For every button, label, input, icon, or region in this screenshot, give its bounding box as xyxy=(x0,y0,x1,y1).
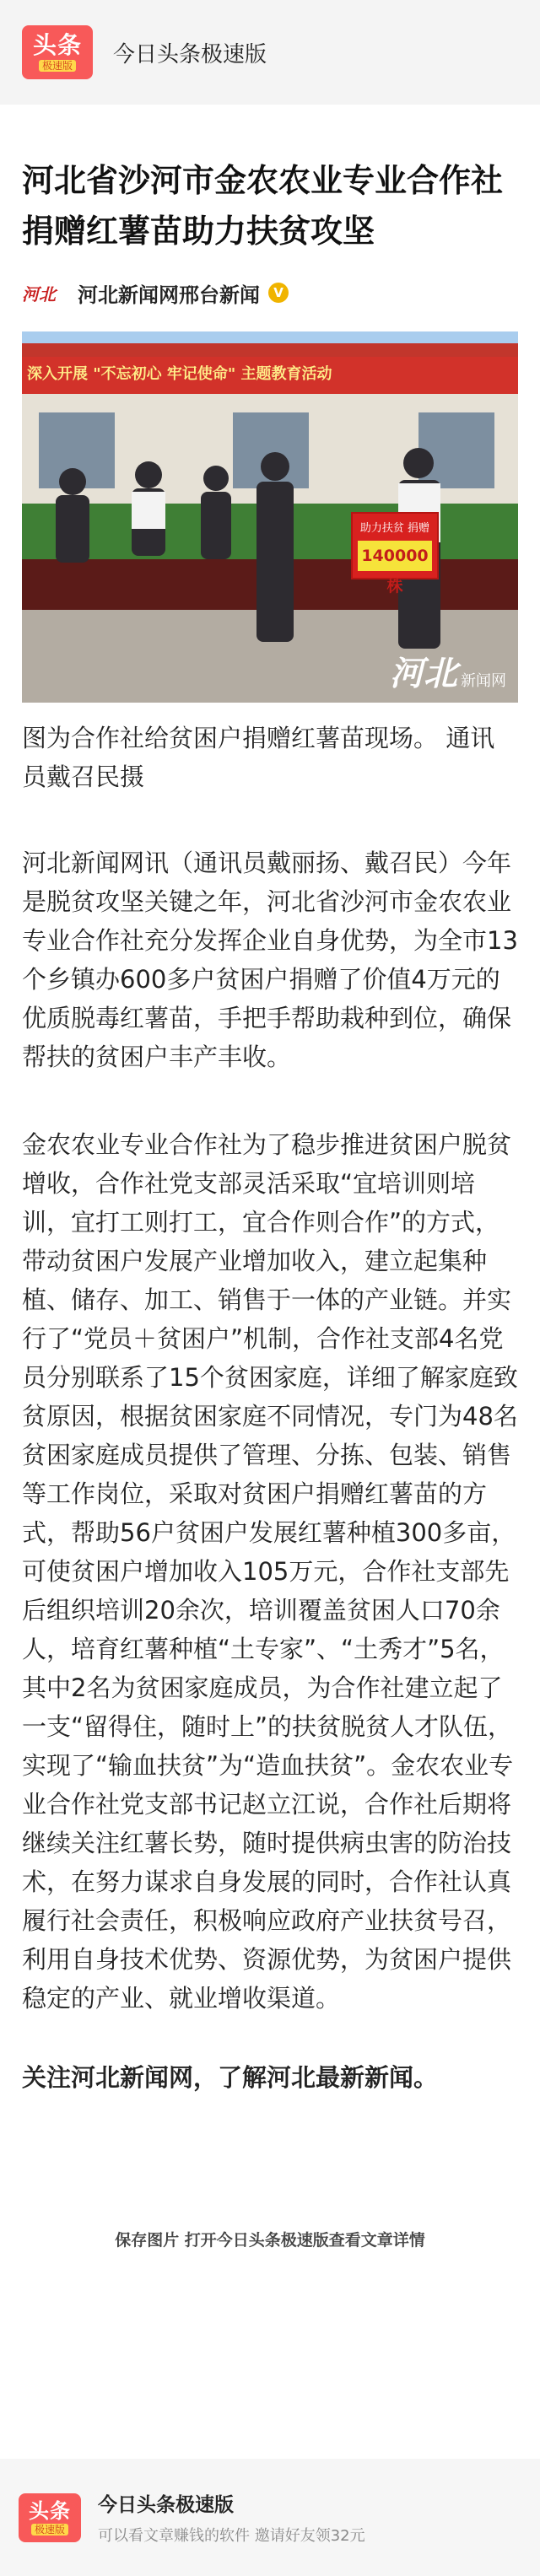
photo-watermark xyxy=(390,654,506,693)
article-photo[interactable] xyxy=(22,331,518,703)
promo-description: 可以看文章赚钱的软件 邀请好友领32元 xyxy=(98,2527,365,2545)
photo-scene xyxy=(22,331,518,703)
logo-text: 头条 xyxy=(29,2498,71,2523)
save-image-link[interactable]: 保存图片 打开今日头条极速版查看文章详情 xyxy=(115,2231,425,2250)
source-logo-icon xyxy=(22,278,69,308)
donation-sign xyxy=(351,512,439,595)
watermark-text: 新闻网 xyxy=(461,672,506,690)
source-name[interactable]: 河北新闻网邢台新闻 xyxy=(78,283,260,307)
logo-subtext: 极速版 xyxy=(31,2524,68,2536)
source-row[interactable] xyxy=(0,256,540,315)
app-promo-bar[interactable] xyxy=(0,2459,540,2576)
source-logo-text: 河北 xyxy=(22,283,56,304)
article-paragraph-1: 河北新闻网讯（通讯员戴丽扬、戴召民）今年是脱贫攻坚关键之年，河北省沙河市金农农业专业合作社充分发挥企业自身优势，为全市13个乡镇办600多户贫困户捐赠了价值4万元的优质脱毒红薯苗，手把手帮助栽种到位，确保帮扶的贫困户丰产丰收。 xyxy=(22,849,518,1071)
article-paragraph-3: 关注河北新闻网，了解河北最新新闻。 xyxy=(22,2063,439,2092)
verified-badge-icon: V xyxy=(268,283,289,303)
donation-sign-number: 140000株 xyxy=(358,541,432,571)
watermark-logo: 河北 xyxy=(390,654,457,693)
toutiao-logo-icon xyxy=(19,2493,81,2542)
photo-banner-text: 深入开展 "不忘初心 牢记使命" 主题教育活动 xyxy=(27,365,332,383)
app-header xyxy=(0,0,540,105)
toutiao-logo-icon[interactable] xyxy=(22,25,93,79)
logo-subtext: 极速版 xyxy=(39,60,76,72)
logo-text: 头条 xyxy=(32,31,82,59)
promo-text xyxy=(98,2489,365,2546)
promo-app-name: 今日头条极速版 xyxy=(98,2494,234,2516)
app-name: 今日头条极速版 xyxy=(113,41,267,67)
photo-caption: 图为合作社给贫困户捐赠红薯苗现场。 通讯员戴召民摄 xyxy=(22,724,495,791)
article-title: 河北省沙河市金农农业专业合作社捐赠红薯苗助力扶贫攻坚 xyxy=(22,162,504,250)
donation-sign-title: 助力扶贫 捐赠 xyxy=(359,522,430,535)
article-paragraph-2: 金农农业专业合作社为了稳步推进贫困户脱贫增收，合作社党支部灵活采取“宜培训则培训，宜打工则打工，宜合作则合作”的方式，带动贫困户发展产业增加收入，建立起集种植、储存、加工、销售于一体的产业链。并实行了“党员＋贫困户”机制，合作社支部4名党员分别联系了15个贫困家庭，详细了解家庭致贫原因，根据贫困家庭不同情况，专门为48名贫困家庭成员提供了管理、分拣、包装、销售等工作岗位，采取对贫困户捐赠红薯苗的方式，帮助56户贫困户发展红薯种植300多亩，可使贫困户增加收入105万元，合作社支部先后组织培训20余次，培训覆盖贫困人口70余人，培育红薯种植“土专家”、“土秀才”5名，其中2名为贫困家庭成员，为合作社建立起了一支“留得住，随时上”的扶贫脱贫人才队伍，实现了“输血扶贫”为“造血扶贫”。金农农业专业合作社党支部书记赵立江说，合作社后期将继续关注红薯长势，随时提供病虫害的防治技术，在努力谋求自身发展的同时，合作社认真履行社会责任，积极响应政府产业扶贫号召，利用自身技术优势、资源优势，为贫困户提供稳定的产业、就业增收渠道。 xyxy=(22,1130,518,2013)
